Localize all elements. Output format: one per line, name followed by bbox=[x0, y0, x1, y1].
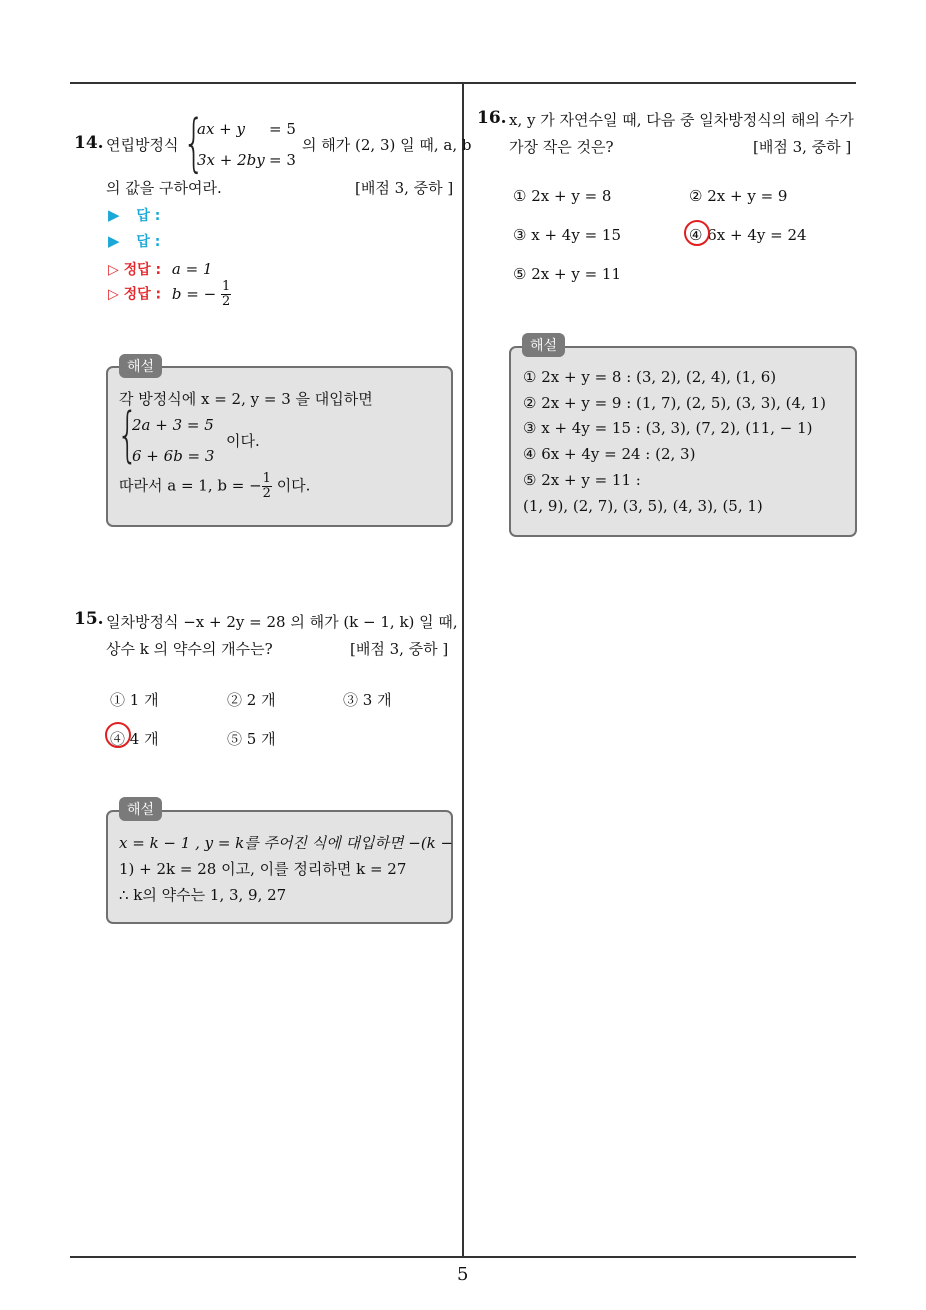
explanation-line: 따라서 a = 1, b = − $\frac{1}{2}$ 이다. bbox=[119, 471, 311, 501]
choice-2[interactable]: ② 2x + y = 9 bbox=[689, 187, 788, 205]
system-brace: { bbox=[183, 106, 205, 179]
question-text: x, y 가 자연수일 때, 다음 중 일차방정식의 해의 수가 bbox=[509, 111, 854, 129]
choice-1[interactable]: ① 1 개 bbox=[110, 691, 159, 709]
explanation-tag: 해설 bbox=[119, 797, 162, 821]
explanation-line: (1, 9), (2, 7), (3, 5), (4, 3), (5, 1) bbox=[523, 497, 763, 515]
key-label: 정답 : bbox=[123, 262, 162, 278]
explanation-line: 각 방정식에 x = 2, y = 3 을 대입하면 bbox=[119, 390, 373, 408]
selected-answer-circle-icon bbox=[684, 220, 710, 246]
selected-answer-circle-icon bbox=[105, 722, 131, 748]
question-text: 의 해가 (2, 3) 일 때, a, b bbox=[302, 136, 472, 154]
answer-line bbox=[108, 231, 160, 251]
equation-rhs: = 3 bbox=[269, 151, 296, 169]
column-divider bbox=[462, 84, 464, 1256]
question-number: 14. bbox=[74, 133, 104, 153]
equation-rhs: = 5 bbox=[269, 120, 296, 138]
score-label: [배점 3, 중하 ] bbox=[355, 179, 454, 197]
explanation-box bbox=[106, 810, 453, 924]
question-number: 16. bbox=[477, 108, 507, 128]
score-label: [배점 3, 중하 ] bbox=[350, 640, 449, 658]
explanation-line: ⑤ 2x + y = 11 : bbox=[523, 471, 641, 489]
explanation-equation: 2a + 3 = 5 bbox=[132, 416, 214, 434]
explanation-box bbox=[509, 346, 857, 537]
answer-label: 답 : bbox=[136, 208, 161, 224]
explanation-tag: 해설 bbox=[119, 354, 162, 378]
answer-line bbox=[108, 205, 160, 225]
play-icon: ▶ bbox=[108, 232, 120, 250]
equation-lhs: ax + y bbox=[197, 120, 245, 138]
system-brace: { bbox=[117, 400, 139, 470]
explanation-line: ∴ k의 약수는 1, 3, 9, 27 bbox=[119, 886, 287, 904]
explanation-box bbox=[106, 366, 453, 527]
explanation-line: 1) + 2k = 28 이고, 이를 정리하면 k = 27 bbox=[119, 860, 407, 878]
question-text: 일차방정식 −x + 2y = 28 의 해가 (k − 1, k) 일 때, bbox=[106, 613, 458, 631]
explanation-tag: 해설 bbox=[522, 333, 565, 357]
bottom-rule bbox=[70, 1256, 856, 1258]
choice-4[interactable]: ④ 4 개 bbox=[110, 730, 159, 748]
explanation-line: ③ x + 4y = 15 : (3, 3), (7, 2), (11, − 1) bbox=[523, 419, 813, 437]
choice-5[interactable]: ⑤ 2x + y = 11 bbox=[513, 265, 621, 283]
fraction: $\frac{1}{2}$ bbox=[221, 279, 231, 309]
explanation-line: ② 2x + y = 9 : (1, 7), (2, 5), (3, 3), (4, 1) bbox=[523, 394, 826, 412]
key-label: 정답 : bbox=[123, 286, 162, 303]
answer-key-a bbox=[108, 259, 212, 279]
key-value: b = − bbox=[171, 284, 217, 303]
explanation-line: ① 2x + y = 8 : (3, 2), (2, 4), (1, 6) bbox=[523, 368, 777, 386]
equation-lhs: 3x + 2by bbox=[197, 151, 265, 169]
choice-5[interactable]: ⑤ 5 개 bbox=[227, 730, 276, 748]
key-value: a = 1 bbox=[171, 260, 213, 278]
answer-key-b bbox=[108, 280, 231, 309]
score-label: [배점 3, 중하 ] bbox=[753, 138, 852, 156]
explanation-line: 이다. bbox=[226, 432, 260, 450]
question-text: 상수 k 의 약수의 개수는? bbox=[106, 640, 273, 658]
choice-1[interactable]: ① 2x + y = 8 bbox=[513, 187, 612, 205]
play-icon: ▶ bbox=[108, 206, 120, 224]
choice-3[interactable]: ③ 3 개 bbox=[343, 691, 392, 709]
explanation-equation: 6 + 6b = 3 bbox=[132, 447, 215, 465]
choice-3[interactable]: ③ x + 4y = 15 bbox=[513, 226, 621, 244]
question-number: 15. bbox=[74, 609, 104, 629]
choice-4[interactable]: ④ 6x + 4y = 24 bbox=[689, 226, 807, 244]
question-text: 연립방정식 bbox=[106, 136, 179, 154]
choice-2[interactable]: ② 2 개 bbox=[227, 691, 276, 709]
fraction: $\frac{1}{2}$ bbox=[262, 471, 271, 501]
triangle-outline-icon: ▷ bbox=[108, 262, 119, 278]
question-text: 가장 작은 것은? bbox=[509, 138, 614, 156]
explanation-line: ④ 6x + 4y = 24 : (2, 3) bbox=[523, 445, 696, 463]
triangle-outline-icon: ▷ bbox=[108, 286, 119, 303]
answer-label: 답 : bbox=[136, 234, 161, 250]
question-text: 의 값을 구하여라. bbox=[106, 179, 222, 197]
explanation-line: x = k − 1 , y = k를 주어진 식에 대입하면 −(k − bbox=[119, 834, 454, 852]
page-number: 5 bbox=[457, 1264, 469, 1285]
